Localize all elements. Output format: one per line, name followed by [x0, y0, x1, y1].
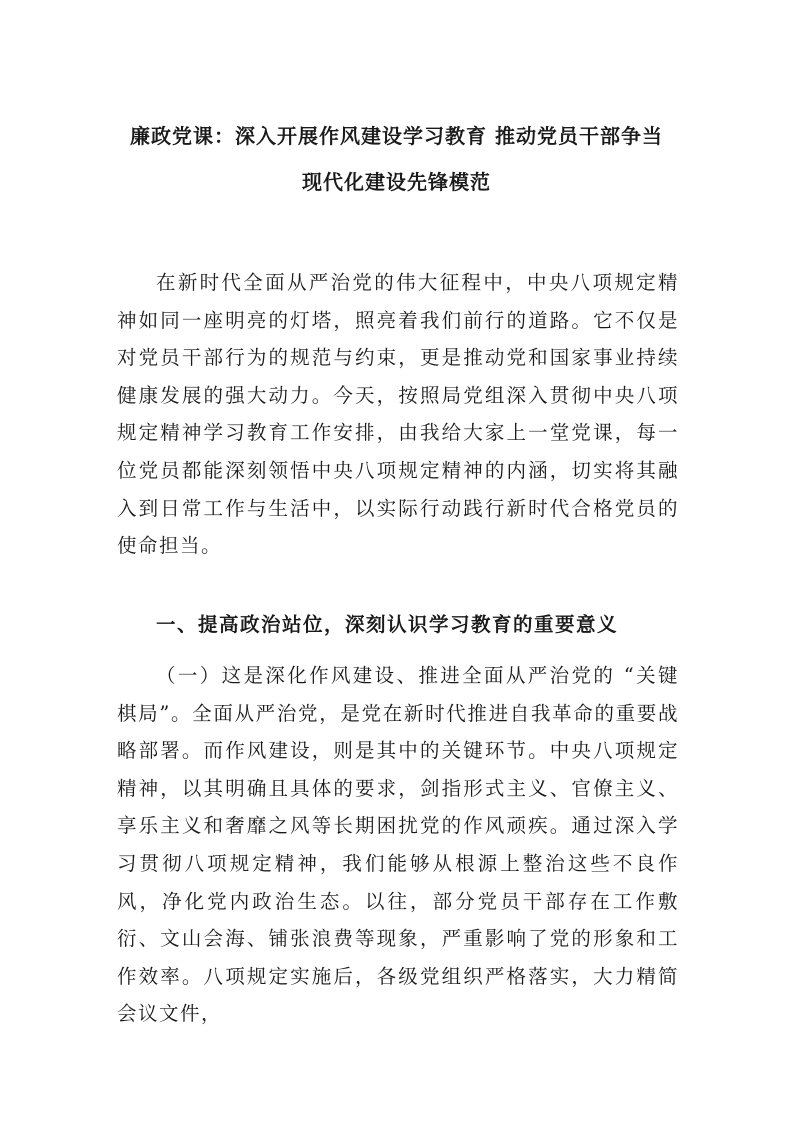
- intro-paragraph: 在新时代全面从严治党的伟大征程中，中央八项规定精神如同一座明亮的灯塔，照亮着我们前行的道路。它不仅是对党员干部行为的规范与约束，更是推动党和国家事业持续健康发展的强大动力。今天，按照局党组深入贯彻中央八项规定精神学习教育工作安排，由我给大家上一堂党课，每一位党员都能深刻领悟中央八项规定精神的内涵，切实将其融入到日常工作与生活中，以实际行动践行新时代合格党员的使命担当。: [117, 271, 679, 558]
- document-title-line-1: 廉政党课：深入开展作风建设学习教育 推动党员干部争当: [130, 124, 663, 148]
- section-heading: 一、提高政治站位，深刻认识学习教育的重要意义: [156, 613, 619, 636]
- document-title-line-2: 现代化建设先锋模范: [302, 170, 491, 194]
- body-paragraph: （一）这是深化作风建设、推进全面从严治党的 “关键棋局”。全面从严治党，是党在新时代推进自我革命的重要战略部署。而作风建设，则是其中的关键环节。中央八项规定精神，以其明确且具体的要求，剑指形式主义、官僚主义、享乐主义和奢靡之风等长期困扰党的作风顽疾。通过深入学习贯彻八项规定精神，我们能够从根源上整治这些不良作风，净化党内政治生态。以往，部分党员干部存在工作敷衍、文山会海、铺张浪费等现象，严重影响了党的形象和工作效率。八项规定实施后，各级党组织严格落实，大力精简会议文件，: [117, 664, 679, 1026]
